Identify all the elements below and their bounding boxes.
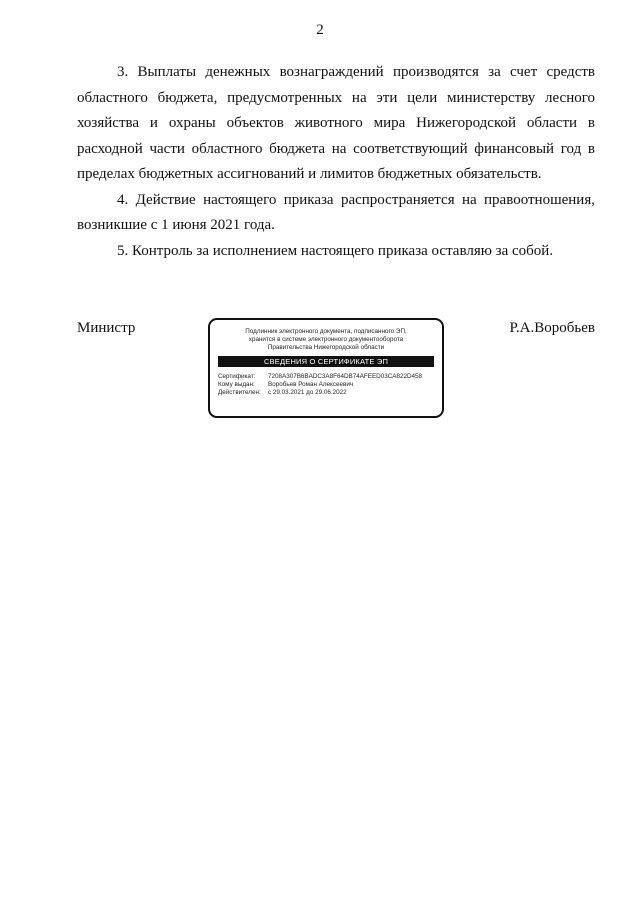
electronic-signature-stamp <box>208 318 444 418</box>
page-number: 2 <box>316 22 324 38</box>
certificate-row <box>218 373 434 381</box>
certificate-label: Сертификат: <box>218 373 256 380</box>
paragraph-4: 4. Действие настоящего приказа распространяется на правоотношения, возникшие с 1 июня 2021 года. <box>77 191 595 233</box>
signature-block <box>77 318 595 428</box>
validity-label: Действителен: <box>218 389 261 396</box>
stamp-header <box>210 328 442 352</box>
stamp-header-line: Правительства Нижегородской области <box>267 344 385 351</box>
issued-to-label: Кому выдан: <box>218 381 255 388</box>
document-body <box>77 60 595 264</box>
stamp-header-line: хранится в системе электронного документооборота <box>248 336 404 343</box>
validity-value: с 29.03.2021 до 29.06.2022 <box>268 389 347 396</box>
stamp-details <box>218 373 434 397</box>
paragraph-3: 3. Выплаты денежных вознаграждений производятся за счет средств областного бюджета, предусмотренных на эти цели министерству лесного хозяйства и охраны объектов животного мира Нижегородской области в расходной части областного бюджета на соответствующий финансовый год в пределах бюджетных ассигнований и лимитов бюджетных обязательств. <box>77 64 595 182</box>
paragraph-5: 5. Контроль за исполнением настоящего приказа оставляю за собой. <box>117 242 554 259</box>
signer-title: Министр <box>77 320 136 336</box>
issued-to-value: Воробьев Роман Алексеевич <box>268 381 354 388</box>
signer-name: Р.А.Воробьев <box>509 320 595 336</box>
certificate-value: 7208A307B6BADC3A8F64DB74AFEED03CA822D458 <box>268 373 423 380</box>
issued-to-row <box>218 381 434 389</box>
stamp-header-line: Подлинник электронного документа, подписанного ЭП, <box>245 328 407 335</box>
validity-row <box>218 389 434 397</box>
stamp-title-bar: СВЕДЕНИЯ О СЕРТИФИКАТЕ ЭП <box>218 356 434 367</box>
